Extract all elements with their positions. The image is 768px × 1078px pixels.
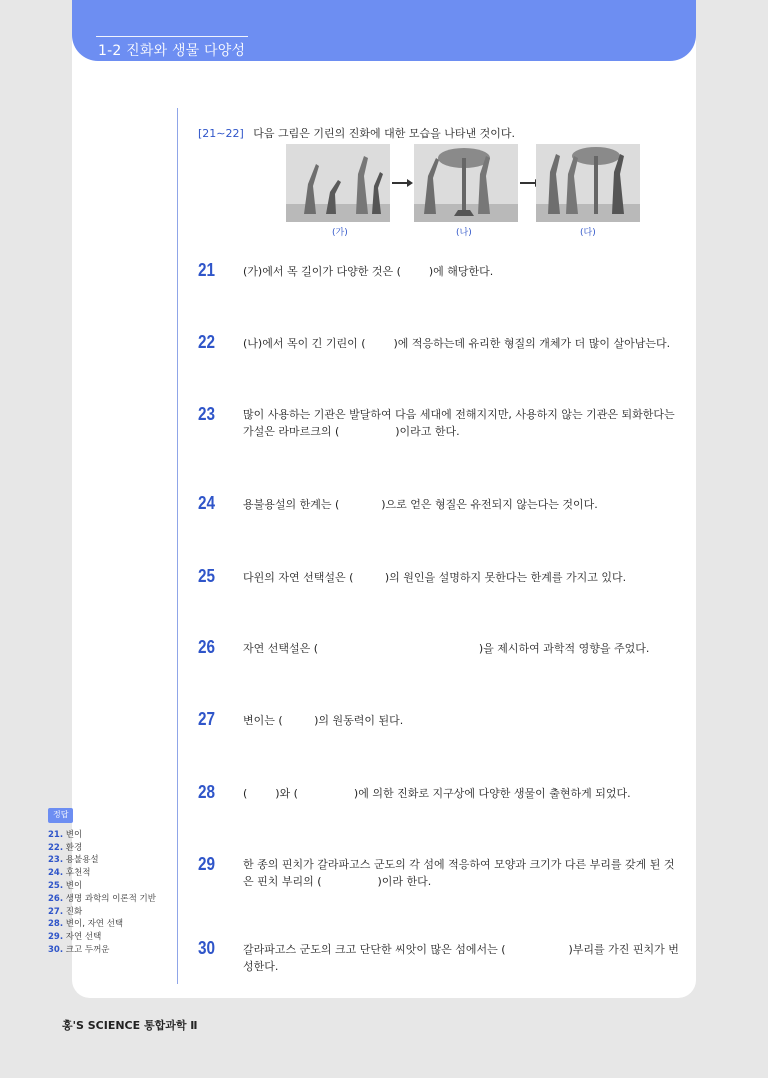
answer-item: 30. 크고 두꺼운 [48, 944, 110, 955]
question-text [243, 941, 691, 975]
question-line: (나)에서 목이 긴 기린이 ( )에 적응하는데 유리한 형질의 개체가 더 많이 살아남는다. [243, 337, 671, 350]
question-line: 용불용설의 한계는 ( )으로 얻은 형질은 유전되지 않는다는 것이다. [243, 498, 598, 511]
question-number: 23 [198, 404, 216, 424]
question-text [243, 263, 691, 280]
question-number: 28 [198, 782, 216, 802]
question-line: 성한다. [243, 960, 279, 973]
question-number: 27 [198, 709, 216, 729]
figure-caption-na: (나) [456, 228, 472, 238]
answer-item: 24. 후천적 [48, 868, 91, 879]
question-intro [198, 125, 515, 141]
question-line: 갈라파고스 군도의 크고 단단한 씨앗이 많은 섬에서는 ( )부리를 가진 핀치가 번 [243, 943, 679, 956]
question-number: 25 [198, 566, 216, 586]
question-text [243, 856, 691, 890]
question-number: 30 [198, 938, 216, 958]
question-line: 다윈의 자연 선택설은 ( )의 원인을 설명하지 못한다는 한계를 가지고 있다. [243, 571, 627, 584]
intro-text: 다음 그림은 기린의 진화에 대한 모습을 나타낸 것이다. [253, 127, 516, 140]
question-line: 은 핀치 부리의 ( )이라 한다. [243, 875, 432, 888]
question-text [243, 496, 691, 513]
answer-item: 29. 자연 선택 [48, 932, 102, 943]
answer-item: 27. 진화 [48, 906, 83, 917]
giraffe-panel-da [536, 144, 640, 222]
giraffe-panel-na [414, 144, 518, 222]
answer-item: 28. 변이, 자연 선택 [48, 919, 124, 930]
chapter-title: 1-2 진화와 생물 다양성 [98, 43, 246, 59]
answer-key [48, 808, 156, 957]
question-text [243, 712, 691, 729]
question-range: [21∼22] [198, 127, 244, 140]
answer-tag: 정답 [48, 808, 73, 823]
question-text [243, 785, 691, 802]
question-line: 많이 사용하는 기관은 발달하여 다음 세대에 전해지지만, 사용하지 않는 기관은 퇴화한다는 [243, 408, 675, 421]
question-line: 변이는 ( )의 원동력이 된다. [243, 714, 404, 727]
question-line: ( )와 ( )에 의한 진화로 지구상에 다양한 생물이 출현하게 되었다. [243, 787, 631, 800]
question-text [243, 569, 691, 586]
answer-item: 21. 변이 [48, 829, 83, 840]
margin-rule [177, 108, 178, 984]
answer-item: 23. 용불용설 [48, 855, 99, 866]
arrow-icon [392, 178, 414, 188]
question-line: 자연 선택설은 ( )을 제시하여 과학적 영향을 주었다. [243, 642, 650, 655]
question-number: 26 [198, 637, 216, 657]
figure-caption-da: (다) [580, 228, 596, 238]
question-line: 가설은 라마르크의 ( )이라고 한다. [243, 425, 460, 438]
answer-item: 26. 생명 과학의 이론적 기반 [48, 893, 156, 904]
question-text [243, 335, 691, 352]
footer-title: 홍'S SCIENCE 통합과학 Ⅱ [62, 1019, 198, 1032]
question-number: 24 [198, 493, 216, 513]
giraffe-evolution-figure [286, 144, 640, 222]
answer-item: 25. 변이 [48, 880, 83, 891]
question-line: (가)에서 목 길이가 다양한 것은 ( )에 해당한다. [243, 265, 494, 278]
question-text [243, 406, 691, 440]
figure-caption-ga: (가) [332, 228, 348, 238]
answer-item: 22. 환경 [48, 842, 83, 853]
header-rule [96, 36, 248, 37]
question-number: 22 [198, 332, 216, 352]
question-number: 21 [198, 260, 216, 280]
question-number: 29 [198, 854, 216, 874]
question-line: 한 종의 핀치가 갈라파고스 군도의 각 섬에 적응하여 모양과 크기가 다른 부리를 갖게 된 것 [243, 858, 675, 871]
giraffe-panel-ga [286, 144, 390, 222]
question-text [243, 640, 691, 657]
